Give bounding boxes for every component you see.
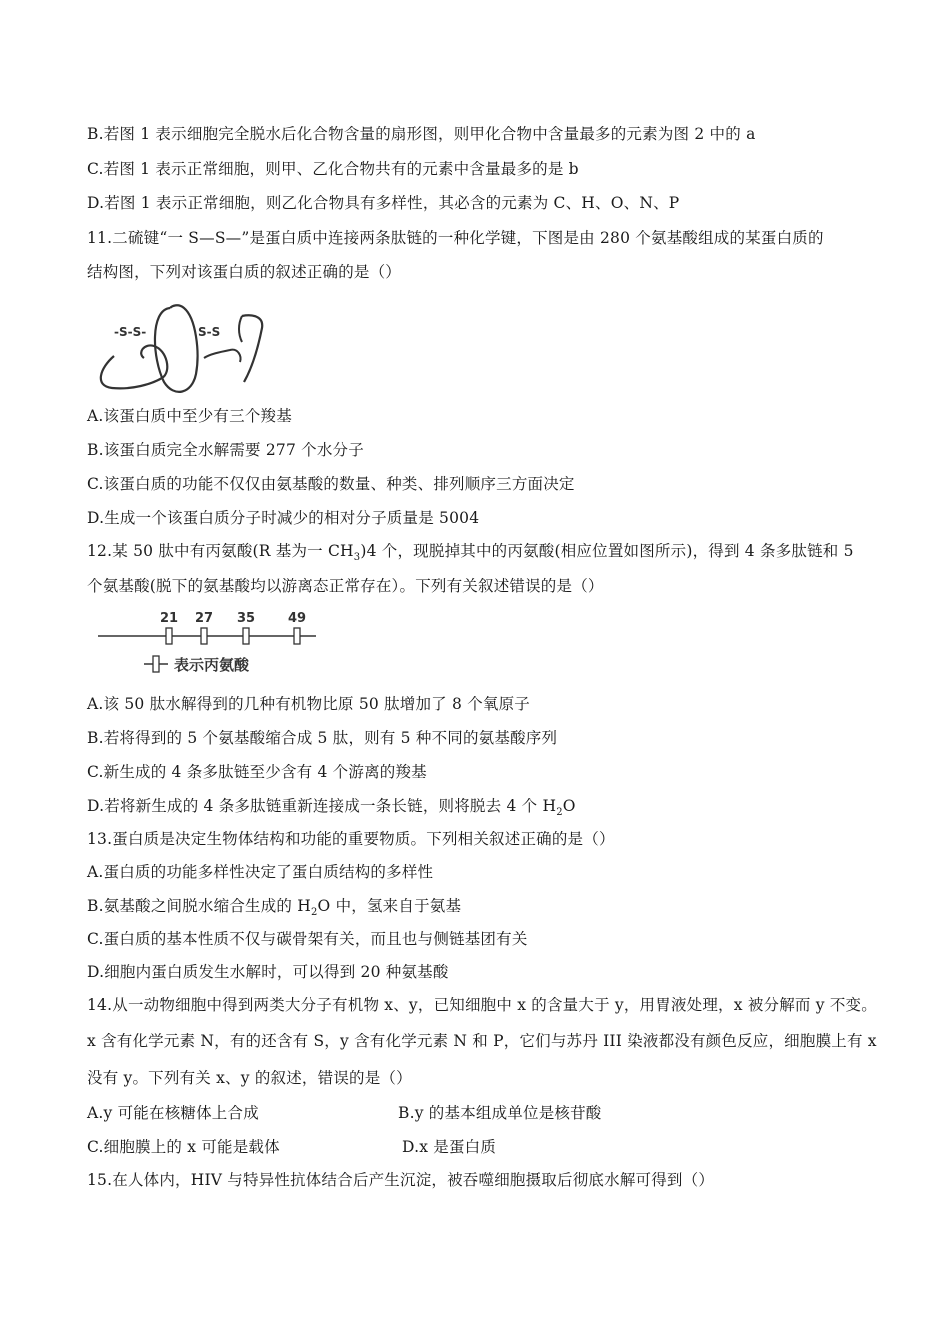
option-12B: B.若将得到的 5 个氨基酸缩合成 5 肽，则有 5 种不同的氨基酸序列 xyxy=(87,729,558,747)
alanine-marker-21 xyxy=(166,628,172,644)
ss-label-1: -S-S- xyxy=(114,325,147,339)
option-12A: A.该 50 肽水解得到的几种有机物比原 50 肽增加了 8 个氧原子 xyxy=(87,695,530,713)
question-14-stem-3: 没有 y。下列有关 x、y 的叙述，错误的是（） xyxy=(87,1069,412,1087)
option-14B: B.y 的基本组成单位是核苷酸 xyxy=(398,1104,602,1122)
option-10C: C.若图 1 表示正常细胞，则甲、乙化合物共有的元素中含量最多的是 b xyxy=(87,160,579,178)
question-14-stem-2: x 含有化学元素 N，有的还含有 S，y 含有化学元素 N 和 P，它们与苏丹 III 染液都没有颜色反应，细胞膜上有 x xyxy=(87,1032,877,1050)
question-11-stem-2: 结构图，下列对该蛋白质的叙述正确的是（） xyxy=(87,263,402,281)
question-15-stem: 15.在人体内，HIV 与特异性抗体结合后产生沉淀，被吞噬细胞摄取后彻底水解可得到（） xyxy=(87,1171,715,1189)
question-11-stem-1: 11.二硫键“一 S—S—”是蛋白质中连接两条肽链的一种化学键，下图是由 280 个氨基酸组成的某蛋白质的 xyxy=(87,229,824,247)
position-label-49: 49 xyxy=(288,611,307,626)
alanine-marker-35 xyxy=(243,628,249,644)
alanine-marker-49 xyxy=(294,628,300,644)
option-11C: C.该蛋白质的功能不仅仅由氨基酸的数量、种类、排列顺序三方面决定 xyxy=(87,475,575,493)
option-11A: A.该蛋白质中至少有三个羧基 xyxy=(87,407,292,425)
option-14D: D.x 是蛋白质 xyxy=(402,1138,497,1156)
ss-label-2: S-S xyxy=(198,325,221,339)
legend-marker xyxy=(153,656,159,672)
question-12-stem-2: 个氨基酸(脱下的氨基酸均以游离态正常存在）。下列有关叙述错误的是（） xyxy=(87,577,604,595)
options-14-row-1 xyxy=(87,1103,887,1123)
option-11D: D.生成一个该蛋白质分子时减少的相对分子质量是 5004 xyxy=(87,509,480,527)
option-14C: C.细胞膜上的 x 可能是载体 xyxy=(87,1138,280,1156)
question-12-stem-1: 12.某 50 肽中有丙氨酸(R 基为一 $CH_3)4$ 个，现脱掉其中的丙氨酸(相应位置如图所示)，得到 4 条多肽链和 5 xyxy=(87,542,854,564)
options-14-row-2 xyxy=(87,1137,887,1157)
question-13-stem: 13.蛋白质是决定生物体结构和功能的重要物质。下列相关叙述正确的是（） xyxy=(87,830,615,848)
option-12D: D.若将新生成的 4 条多肽链重新连接成一条长链，则将脱去 4 个 $H_2O$ xyxy=(87,797,576,819)
protein-structure-figure xyxy=(92,298,272,398)
option-11B: B.该蛋白质完全水解需要 277 个水分子 xyxy=(87,441,364,459)
alanine-marker-27 xyxy=(201,628,207,644)
option-13C: C.蛋白质的基本性质不仅与碳骨架有关，而且也与侧链基团有关 xyxy=(87,930,528,948)
option-14A: A.y 可能在核糖体上合成 xyxy=(87,1104,259,1122)
legend-label: 表示丙氨酸 xyxy=(174,656,250,674)
position-label-27: 27 xyxy=(195,611,214,626)
position-label-21: 21 xyxy=(160,611,179,626)
option-13D: D.细胞内蛋白质发生水解时，可以得到 20 种氨基酸 xyxy=(87,963,449,981)
option-12C: C.新生成的 4 条多肽链至少含有 4 个游离的羧基 xyxy=(87,763,427,781)
position-label-35: 35 xyxy=(237,611,256,626)
question-14-stem-1: 14.从一动物细胞中得到两类大分子有机物 x、y，已知细胞中 x 的含量大于 y，用胃液处理，x 被分解而 y 不变。 xyxy=(87,996,877,1014)
option-10D: D.若图 1 表示正常细胞，则乙化合物具有多样性，其必含的元素为 C、H、O、N、P xyxy=(87,194,680,212)
option-13B: B.氨基酸之间脱水缩合生成的 $H_2O$ 中，氢来自于氨基 xyxy=(87,897,462,919)
option-10B: B.若图 1 表示细胞完全脱水后化合物含量的扇形图，则甲化合物中含量最多的元素为图 2 中的 a xyxy=(87,125,756,143)
peptide-alanine-figure xyxy=(94,608,324,678)
option-13A: A.蛋白质的功能多样性决定了蛋白质结构的多样性 xyxy=(87,863,434,881)
